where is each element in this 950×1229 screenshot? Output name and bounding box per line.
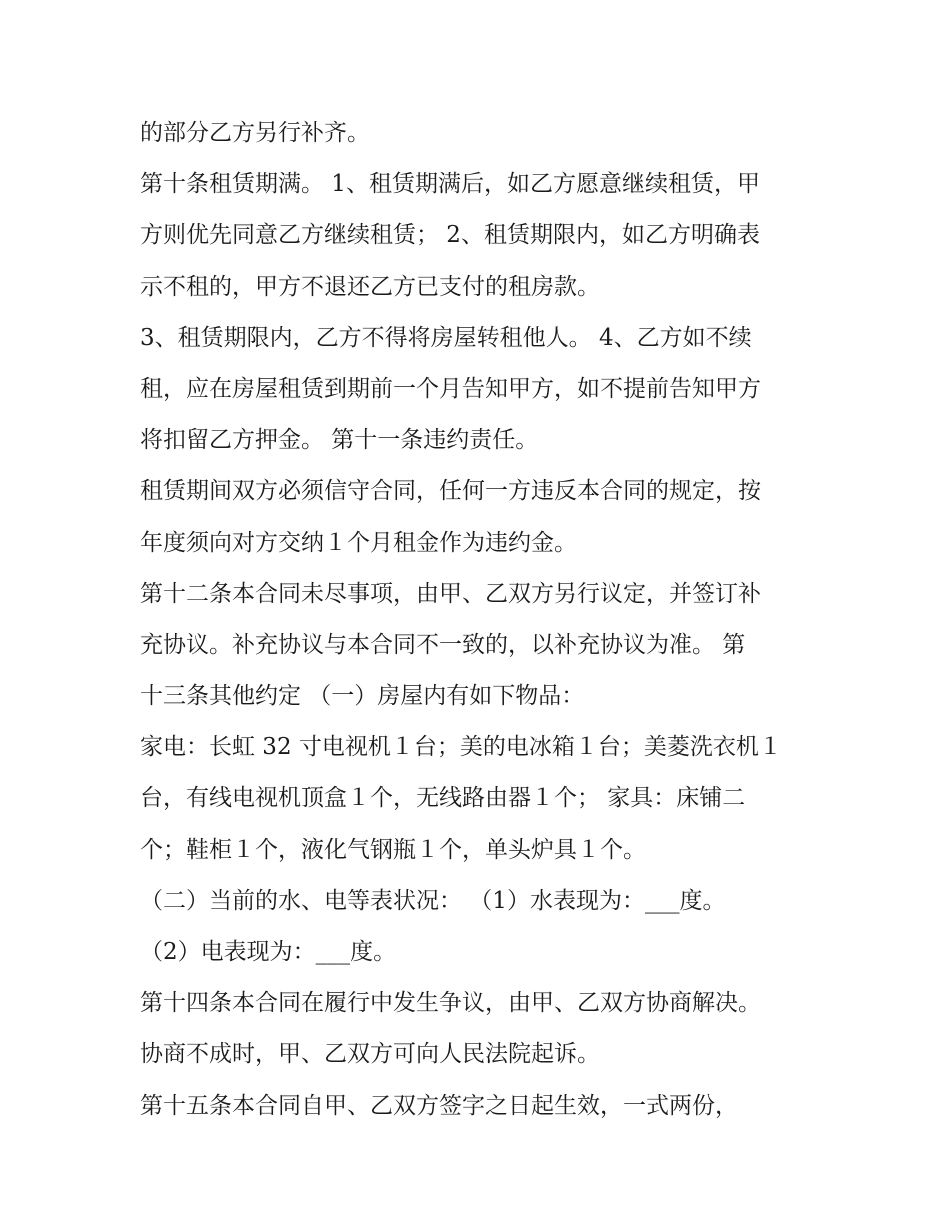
text-line: 第十五条本合同自甲、乙双方签字之日起生效，一式两份， [140,1092,738,1119]
text-line: 第十四条本合同在履行中发生争议，由甲、乙双方协商解决。 [140,990,761,1017]
paragraph-article-10 [140,159,830,313]
paragraph-article-14 [140,978,830,1080]
paragraph-article-10-cont [140,313,830,467]
text-line: 第十条租赁期满。 1、租赁期满后，如乙方愿意继续租赁，甲 [140,171,760,198]
text-line: 示不租的，甲方不退还乙方已支付的租房款。 [140,273,600,300]
paragraph-items-list [140,722,830,876]
text-line: 年度须向对方交纳１个月租金作为违约金。 [140,529,577,556]
paragraph-article-12 [140,569,830,723]
text-line: 租，应在房屋租赁到期前一个月告知甲方，如不提前告知甲方 [140,375,761,402]
text-line: （2）电表现为：___度。 [140,939,397,965]
paragraph-article-15 [140,1081,830,1132]
text-line: 3、租赁期限内，乙方不得将房屋转租他人。 4、乙方如不续 [140,324,752,351]
text-line: 家电：长虹 32 寸电视机１台；美的电冰箱１台；美菱洗衣机１ [140,734,782,761]
paragraph-article-11 [140,466,830,568]
text-line: 充协议。补充协议与本合同不一致的，以补充协议为准。 第 [140,631,746,658]
paragraph-meter-status [140,876,830,927]
text-line: 第十二条本合同未尽事项，由甲、乙双方另行议定，并签订补 [140,580,761,607]
paragraph-supplement [140,108,830,159]
text-line: 方则优先同意乙方继续租赁； 2、租赁期限内，如乙方明确表 [140,222,760,249]
text-line: 协商不成时，甲、乙双方可向人民法院起诉。 [140,1041,600,1068]
text-line: 十三条其他约定 （一）房屋内有如下物品： [140,683,585,710]
text-line: 租赁期间双方必须信守合同，任何一方违反本合同的规定，按 [140,478,761,505]
text-line: 台，有线电视机顶盒１个，无线路由器１个； 家具：床铺二 [140,785,746,812]
text-line: （二）当前的水、电等表状况： （1）水表现为：___度。 [140,887,726,914]
contract-text [140,108,830,1132]
text-line: 的部分乙方另行补齐。 [140,120,370,146]
paragraph-electric-meter [140,927,830,978]
text-line: 将扣留乙方押金。 第十一条违约责任。 [140,427,539,454]
text-line: 个；鞋柜１个，液化气钢瓶１个，单头炉具１个。 [140,836,646,863]
